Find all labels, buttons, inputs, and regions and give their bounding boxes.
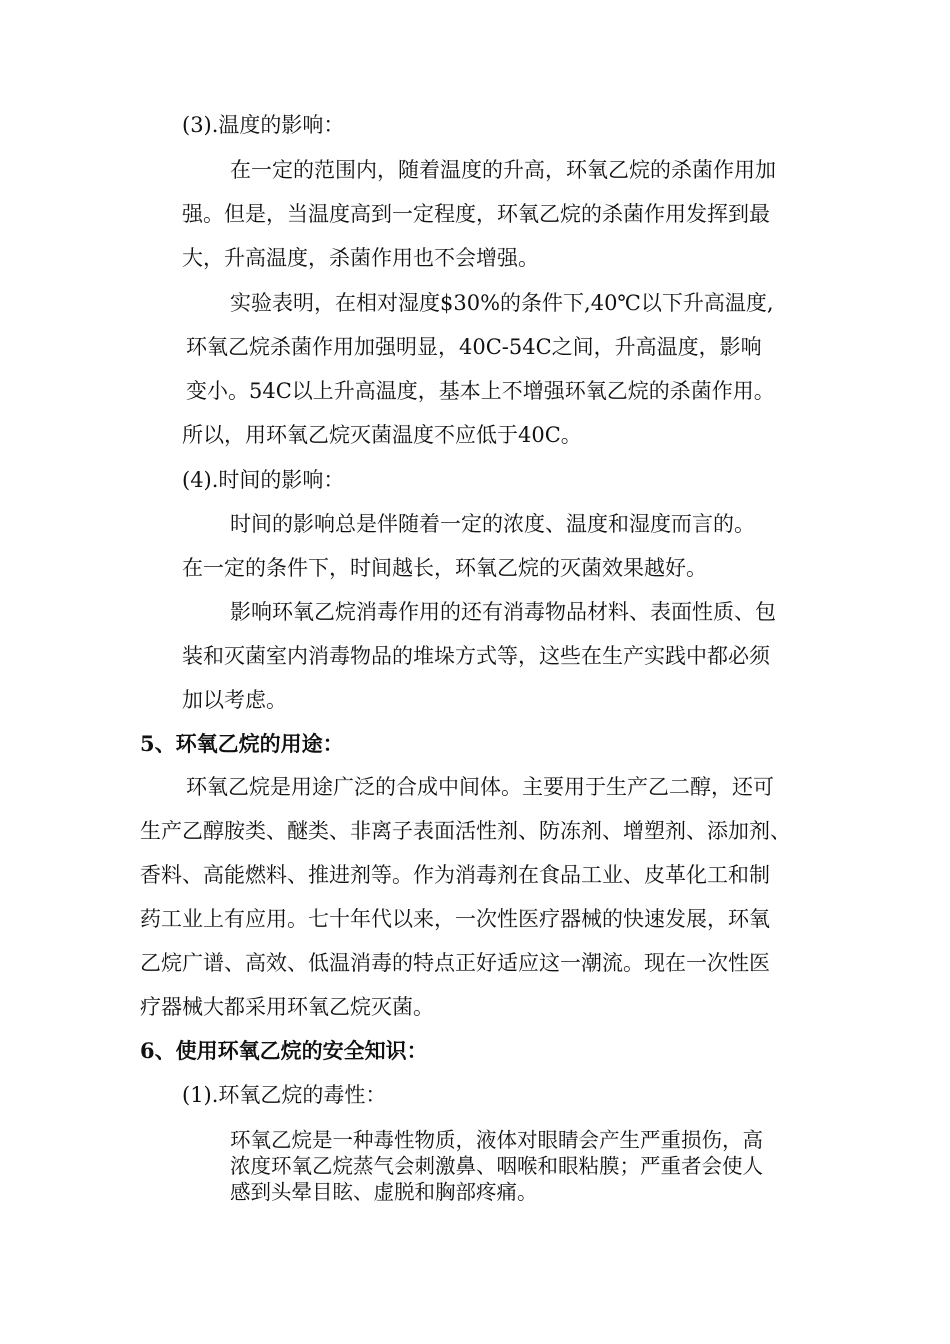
paragraph-line: 疗器械大都采用环氧乙烷灭菌。 — [140, 995, 434, 1019]
section-heading-safety: 6、使用环氧乙烷的安全知识： — [140, 1038, 428, 1063]
paragraph-line: 装和灭菌室内消毒物品的堆垛方式等，这些在生产实践中都必须 — [182, 644, 770, 668]
paragraph-line: 所以，用环氧乙烷灭菌温度不应低于40C。 — [182, 423, 582, 447]
paragraph-line: 感到头晕目眩、虚脱和胸部疼痛。 — [230, 1180, 538, 1204]
subheading-time: (4).时间的影响： — [182, 468, 345, 492]
paragraph-line: 生产乙醇胺类、醚类、非离子表面活性剂、防冻剂、增塑剂、添加剂、 — [140, 819, 791, 843]
paragraph-line: 环氧乙烷是用途广泛的合成中间体。主要用于生产乙二醇，还可 — [186, 775, 774, 799]
paragraph-line: 实验表明，在相对湿度$30%的条件下,40℃以下升高温度, — [230, 291, 774, 315]
paragraph-line: 药工业上有应用。七十年代以来，一次性医疗器械的快速发展，环氧 — [140, 907, 770, 931]
paragraph-line: 时间的影响总是伴随着一定的浓度、温度和湿度而言的。 — [230, 512, 755, 536]
paragraph-line: 在一定的范围内，随着温度的升高，环氧乙烷的杀菌作用加 — [230, 158, 776, 182]
paragraph-line: 大，升高温度，杀菌作用也不会增强。 — [182, 246, 539, 270]
paragraph-line: 强。但是，当温度高到一定程度，环氧乙烷的杀菌作用发挥到最 — [182, 202, 770, 226]
paragraph-line: 浓度环氧乙烷蒸气会刺激鼻、咽喉和眼粘膜；严重者会使人 — [230, 1154, 763, 1178]
paragraph-line: 加以考虑。 — [182, 688, 287, 712]
paragraph-line: 变小。54C以上升高温度，基本上不增强环氧乙烷的杀菌作用。 — [186, 379, 775, 403]
paragraph-line: 乙烷广谱、高效、低温消毒的特点正好适应这一潮流。现在一次性医 — [140, 951, 770, 975]
paragraph-line: 香料、高能燃料、推进剂等。作为消毒剂在食品工业、皮革化工和制 — [140, 863, 770, 887]
paragraph-line: 在一定的条件下，时间越长，环氧乙烷的灭菌效果越好。 — [182, 556, 707, 580]
paragraph-line: 环氧乙烷杀菌作用加强明显，40C-54C之间，升高温度，影响 — [186, 335, 762, 359]
subheading-toxicity: (1).环氧乙烷的毒性： — [182, 1083, 387, 1107]
subheading-temperature: (3).温度的影响： — [182, 113, 345, 137]
section-heading-uses: 5、环氧乙烷的用途： — [140, 731, 344, 756]
paragraph-line: 影响环氧乙烷消毒作用的还有消毒物品材料、表面性质、包 — [230, 600, 776, 624]
paragraph-line: 环氧乙烷是一种毒性物质，液体对眼睛会产生严重损伤，高 — [230, 1128, 763, 1152]
